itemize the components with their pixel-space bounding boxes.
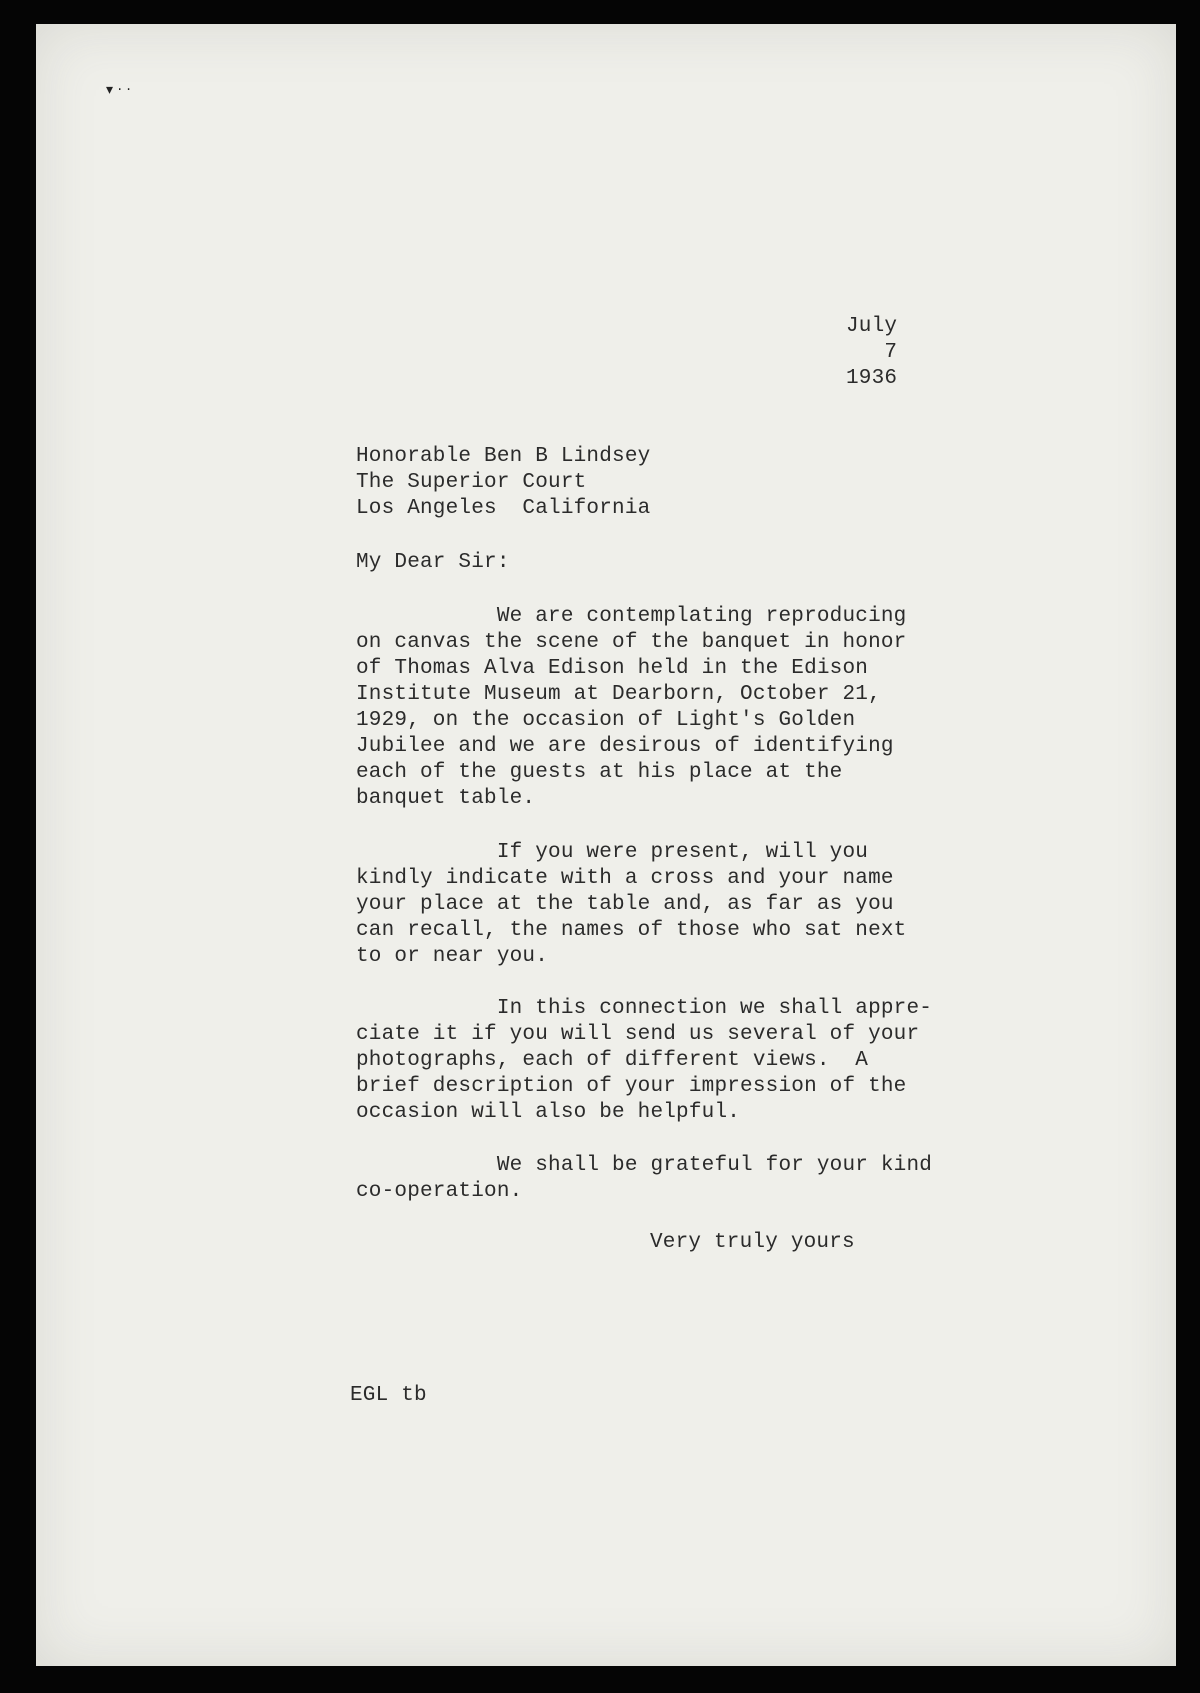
date-year: 1936 <box>846 367 898 390</box>
body-line: photographs, each of different views. A <box>356 1049 869 1072</box>
body-line: 1929, on the occasion of Light's Golden <box>356 709 856 732</box>
closing: Very truly yours <box>650 1231 855 1254</box>
body-line: If you were present, will you <box>356 841 869 864</box>
paragraph-1 <box>356 604 907 812</box>
date-month: July <box>846 315 898 338</box>
body-line: Institute Museum at Dearborn, October 21, <box>356 683 881 706</box>
body-line: banquet table. <box>356 787 536 810</box>
paragraph-2 <box>356 840 907 970</box>
body-line: your place at the table and, as far as you <box>356 893 894 916</box>
body-line: each of the guests at his place at the <box>356 761 843 784</box>
body-line: We shall be grateful for your kind <box>356 1154 933 1177</box>
body-line: We are contemplating reproducing <box>356 605 907 628</box>
address-line: The Superior Court <box>356 471 587 494</box>
body-line: occasion will also be helpful. <box>356 1101 741 1124</box>
margin-marks: ▾ · · <box>106 82 131 98</box>
address-line: Honorable Ben B Lindsey <box>356 445 651 468</box>
body-line: of Thomas Alva Edison held in the Edison <box>356 657 869 680</box>
body-line: kindly indicate with a cross and your name <box>356 867 894 890</box>
salutation: My Dear Sir: <box>356 551 510 574</box>
paragraph-4 <box>356 1153 932 1205</box>
paragraph-3 <box>356 996 932 1126</box>
date-day: 7 <box>884 341 898 364</box>
typist-initials: EGL tb <box>350 1384 427 1407</box>
body-line: can recall, the names of those who sat next <box>356 919 907 942</box>
body-line: to or near you. <box>356 945 549 968</box>
body-line: ciate it if you will send us several of your <box>356 1023 920 1046</box>
body-line: In this connection we shall appre- <box>356 997 933 1020</box>
recipient-address <box>356 444 650 522</box>
letter-page <box>36 24 1176 1666</box>
letter-date <box>846 314 897 392</box>
body-line: co-operation. <box>356 1180 523 1203</box>
body-line: on canvas the scene of the banquet in honor <box>356 631 907 654</box>
address-line: Los Angeles California <box>356 497 651 520</box>
body-line: Jubilee and we are desirous of identifying <box>356 735 894 758</box>
body-line: brief description of your impression of the <box>356 1075 907 1098</box>
